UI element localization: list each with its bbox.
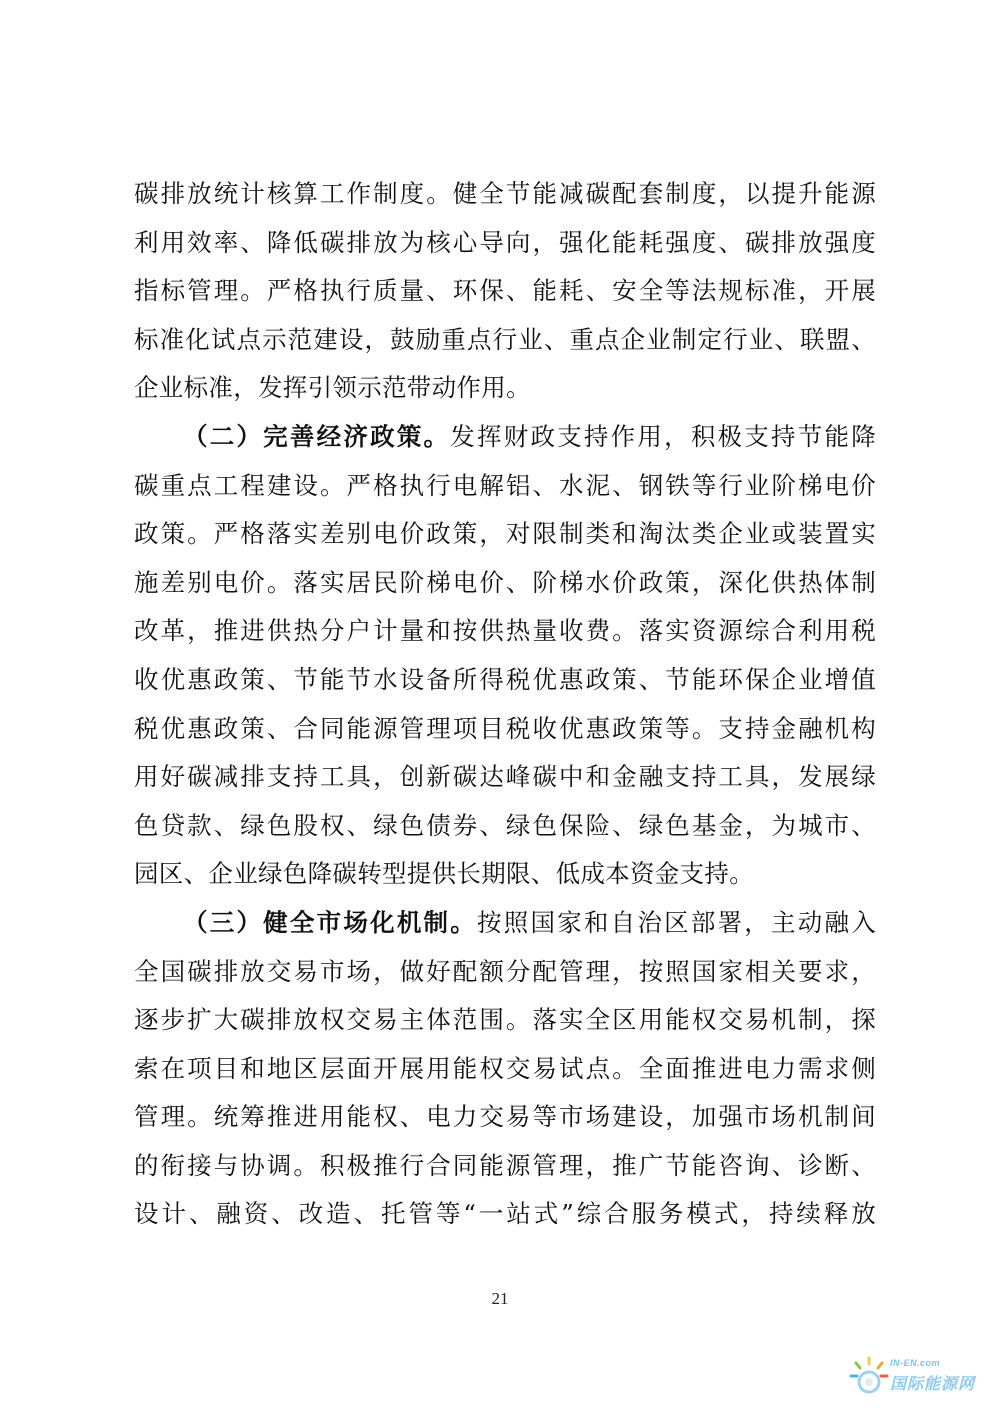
text-line: 设计、融资、改造、托管等“一站式”综合服务模式，持续释放 bbox=[134, 1199, 876, 1229]
text-line: 用好碳减排支持工具，创新碳达峰碳中和金融支持工具，发展绿 bbox=[134, 762, 876, 792]
text-line: 逐步扩大碳排放权交易主体范围。落实全区用能权交易机制，探 bbox=[134, 1005, 876, 1035]
text-line: 企业标准，发挥引领示范带动作用。 bbox=[134, 373, 531, 403]
watermark-name: 国际能源网 bbox=[890, 1374, 976, 1393]
text-line: 的衔接与协调。积极推行合同能源管理，推广节能咨询、诊断、 bbox=[134, 1150, 876, 1180]
paragraph-1 bbox=[134, 170, 876, 413]
text-line: 索在项目和地区层面开展用能权交易试点。全面推进电力需求侧 bbox=[134, 1053, 876, 1083]
text-line: 利用效率、降低碳排放为核心导向，强化能耗强度、碳排放强度 bbox=[134, 227, 876, 257]
text-line: 管理。统筹推进用能权、电力交易等市场建设，加强市场机制间 bbox=[134, 1102, 876, 1132]
text-line: 施差别电价。落实居民阶梯电价、阶梯水价政策，深化供热体制 bbox=[134, 567, 876, 597]
text-line: 改革，推进供热分户计量和按供热量收费。落实资源综合利用税 bbox=[134, 616, 876, 646]
paragraph-2 bbox=[134, 413, 876, 899]
text-span: 按照国家和自治区部署，主动融入 bbox=[477, 907, 876, 937]
text-line: 色贷款、绿色股权、绿色债券、绿色保险、绿色基金，为城市、 bbox=[134, 810, 876, 840]
text-line: 碳排放统计核算工作制度。健全节能减碳配套制度，以提升能源 bbox=[134, 179, 876, 208]
section-heading: （二）完善经济政策。 bbox=[183, 421, 451, 451]
text-line: 税优惠政策、合同能源管理项目税收优惠政策等。支持金融机构 bbox=[134, 713, 876, 743]
text-line: 碳重点工程建设。严格执行电解铝、水泥、钢铁等行业阶梯电价 bbox=[134, 470, 876, 500]
text-line: 政策。严格落实差别电价政策，对限制类和淘汰类企业或装置实 bbox=[134, 519, 876, 549]
text-line: 全国碳排放交易市场，做好配额分配管理，按照国家相关要求， bbox=[134, 956, 876, 986]
text-line bbox=[134, 899, 876, 948]
text-line: 指标管理。严格执行质量、环保、能耗、安全等法规标准，开展 bbox=[134, 276, 876, 306]
watermark-url: IN-EN.com bbox=[890, 1358, 941, 1368]
text-line: 标准化试点示范建设，鼓励重点行业、重点企业制定行业、联盟、 bbox=[134, 324, 876, 354]
paragraph-3 bbox=[134, 899, 876, 1239]
text-line: 收优惠政策、节能节水设备所得税优惠政策、节能环保企业增值 bbox=[134, 664, 876, 694]
page-number: 21 bbox=[491, 1289, 509, 1308]
text-line: 园区、企业绿色降碳转型提供长期限、低成本资金支持。 bbox=[134, 859, 754, 889]
body-text bbox=[134, 170, 876, 1239]
section-heading: （三）健全市场化机制。 bbox=[183, 907, 478, 937]
sun-logo-icon bbox=[846, 1354, 892, 1400]
text-span: 发挥财政支持作用，积极支持节能降 bbox=[450, 421, 876, 451]
text-line bbox=[134, 413, 876, 462]
watermark bbox=[846, 1354, 986, 1400]
